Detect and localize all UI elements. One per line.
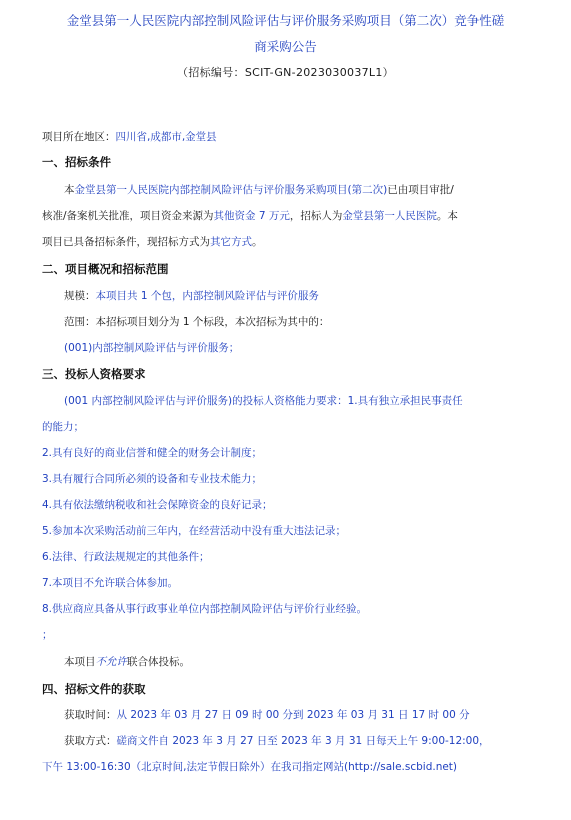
text-fragment: 本 [64,184,75,196]
fund-source: 其他资金 7 万元 [213,210,290,222]
section3-heading: 三、投标人资格要求 [42,367,146,381]
union-line [64,654,190,670]
section1-line2 [42,208,458,224]
method-label: 获取方式： [64,735,117,747]
location-label: 项目所在地区： [42,131,116,143]
method-line [64,733,490,749]
section4-heading: 四、招标文件的获取 [42,682,146,696]
time-label: 获取时间： [64,709,117,721]
text-fragment: 已由项目审批/ [387,184,454,196]
location-value: 四川省,成都市,金堂县 [115,131,217,143]
text-fragment: 项目已具备招标条件，现招标方式为 [42,236,210,248]
doc-title-line2: 商采购公告 [254,39,317,54]
scale-value: 本项目共 1 个包，内部控制风险评估与评价服务 [95,290,319,302]
text-fragment: 。本 [436,210,458,222]
semicolon-line: ； [42,629,53,641]
requirement-line1: (001 内部控制风险评估与评价服务)的投标人资格能力要求：1.具有独立承担民事责任 [64,395,463,407]
method-line2: 下午 13:00-16:30（北京时间,法定节假日除外）在我司指定网站(http://sale.scbid.net) [42,761,458,773]
requirement-line2: 的能力； [42,421,84,433]
project-location [42,129,217,145]
time-line [64,707,470,723]
time-value: 从 2023 年 03 月 27 日 09 时 00 分到 2023 年 03 月 31 日 17 时 00 分 [116,709,470,721]
section1-line1 [64,182,454,198]
tender-method: 其它方式 [210,236,252,248]
project-name: 金堂县第一人民医院内部控制风险评估与评价服务采购项目(第二次) [74,184,388,196]
section1-line3 [42,234,263,250]
doc-title-line1: 金堂县第一人民医院内部控制风险评估与评价服务采购项目（第二次）竞争性磋 [66,13,505,28]
section2-heading: 二、项目概况和招标范围 [42,262,169,276]
text-fragment: 。 [252,236,263,248]
text-fragment: ，招标人为 [289,210,343,222]
requirement-item: 5.参加本次采购活动前三年内，在经营活动中没有重大违法记录； [42,525,347,537]
requirement-item: 3.具有履行合同所必须的设备和专业技术能力； [42,473,263,485]
requirement-item: 8.供应商应具备从事行政事业单位内部控制风险评估与评价行业经验。 [42,603,368,615]
range-line: 范围：本招标项目划分为 1 个标段，本次招标为其中的： [64,316,330,328]
scale-label: 规模： [64,290,96,302]
requirement-item: 7.本项目不允许联合体参加。 [42,577,179,589]
text-fragment: 本项目 [64,656,96,668]
requirement-item: 4.具有依法缴纳税收和社会保障资金的良好记录； [42,499,273,511]
section1-heading: 一、招标条件 [42,155,111,169]
union-not-allowed: 不允许 [95,656,127,668]
requirement-item: 2.具有良好的商业信誉和健全的财务会计制度； [42,447,263,459]
requirement-item: 6.法律、行政法规规定的其他条件； [42,551,210,563]
method-value: 磋商文件自 2023 年 3 月 27 日至 2023 年 3 月 31 日每天上午 9:00-12:00， [116,735,490,747]
scale-line [64,288,319,304]
text-fragment: 核准/备案机关批准，项目资金来源为 [42,210,214,222]
scope-item: (001)内部控制风险评估与评价服务； [64,342,240,354]
text-fragment: 联合体投标。 [127,656,190,668]
tenderer-name: 金堂县第一人民医院 [342,210,437,222]
bid-code: （招标编号：SCIT-GN-2023030037L1） [177,66,394,79]
